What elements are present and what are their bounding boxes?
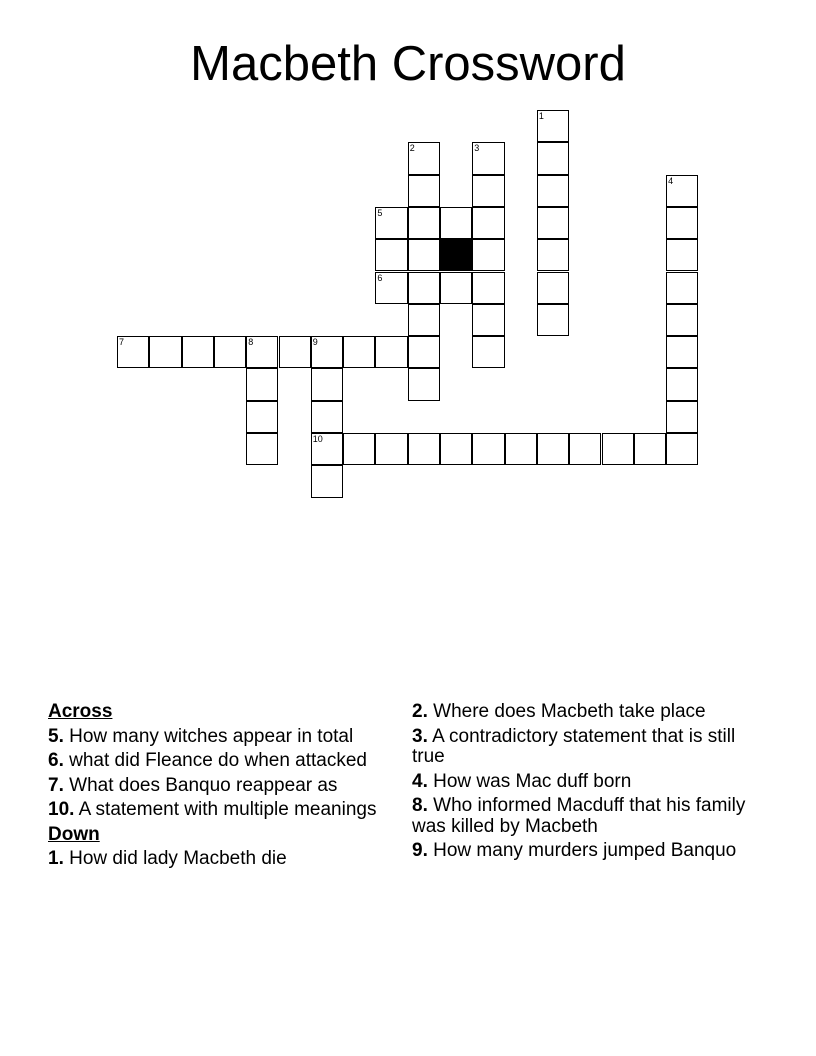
grid-cell[interactable] — [117, 336, 149, 368]
down-heading: Down — [48, 823, 100, 845]
grid-cell[interactable] — [408, 336, 440, 368]
clue-number: 4. — [412, 770, 428, 792]
clue-number-label: 6 — [377, 272, 383, 283]
grid-cell[interactable] — [537, 175, 569, 207]
grid-cell[interactable] — [666, 433, 698, 465]
clue-number: 6. — [48, 750, 64, 771]
grid-cell[interactable] — [375, 433, 407, 465]
clue-text: How did lady Macbeth die — [69, 848, 287, 869]
clue-down-8 — [412, 796, 752, 837]
clue-number: 8. — [412, 795, 428, 816]
page-title: Macbeth Crossword — [190, 37, 626, 91]
across-heading: Across — [48, 701, 113, 722]
clue-down-1 — [48, 849, 388, 870]
grid-cell[interactable] — [472, 336, 504, 368]
grid-cell[interactable] — [246, 368, 278, 400]
grid-cell[interactable] — [408, 304, 440, 336]
grid-cell[interactable] — [408, 142, 440, 174]
grid-cell[interactable] — [602, 433, 634, 465]
grid-cell[interactable] — [537, 110, 569, 142]
clue-number: 9. — [412, 840, 428, 861]
clue-text: what did Fleance do when attacked — [69, 750, 367, 771]
clue-number-label: 8 — [248, 337, 254, 348]
grid-cell[interactable] — [666, 401, 698, 433]
grid-cell[interactable] — [408, 368, 440, 400]
clue-number-label: 4 — [668, 175, 674, 186]
grid-cell[interactable] — [246, 433, 278, 465]
clue-text: How many witches appear in total — [69, 725, 354, 747]
clue-down-3 — [412, 727, 752, 768]
grid-cell[interactable] — [666, 368, 698, 400]
grid-cell[interactable] — [472, 304, 504, 336]
clue-text: What does Banquo reappear as — [69, 774, 338, 796]
clue-number-label: 9 — [312, 337, 318, 348]
clue-down-9 — [412, 841, 752, 862]
clue-number: 1. — [48, 848, 64, 869]
clue-number-label: 10 — [312, 434, 323, 444]
clue-text: Who informed Macduff that his family was killed by Macbeth — [412, 795, 746, 837]
grid-cell[interactable] — [472, 433, 504, 465]
grid-cell[interactable] — [408, 207, 440, 239]
grid-cell[interactable] — [408, 239, 440, 271]
grid-cell[interactable] — [343, 433, 375, 465]
clue-down-2 — [412, 702, 752, 723]
grid-cell[interactable] — [569, 433, 601, 465]
clue-number: 2. — [412, 701, 428, 722]
clue-text: How was Mac duff born — [433, 770, 632, 792]
grid-cell[interactable] — [537, 272, 569, 304]
grid-cell[interactable] — [634, 433, 666, 465]
grid-cell[interactable] — [505, 433, 537, 465]
clue-number-label: 7 — [119, 337, 125, 348]
clue-across-6 — [48, 751, 388, 772]
clue-number: 7. — [48, 774, 64, 796]
grid-cell[interactable] — [666, 272, 698, 304]
clue-across-10 — [48, 800, 388, 821]
clue-number-label: 1 — [538, 111, 544, 121]
grid-cell[interactable] — [182, 336, 214, 368]
grid-cell[interactable] — [311, 465, 343, 497]
grid-cell[interactable] — [537, 304, 569, 336]
clue-text: A statement with multiple meanings — [78, 799, 377, 820]
grid-cell[interactable] — [666, 336, 698, 368]
clue-number-label: 3 — [474, 143, 480, 154]
grid-cell[interactable] — [311, 368, 343, 400]
clue-number: 10. — [48, 799, 75, 820]
grid-cell[interactable] — [343, 336, 375, 368]
black-cell — [440, 239, 472, 271]
grid-cell[interactable] — [375, 207, 407, 239]
grid-cell[interactable] — [375, 272, 407, 304]
grid-cell[interactable] — [537, 239, 569, 271]
grid-cell[interactable] — [408, 272, 440, 304]
clues-right-column — [412, 702, 752, 866]
grid-cell[interactable] — [666, 304, 698, 336]
grid-cell[interactable] — [440, 272, 472, 304]
grid-cell[interactable] — [537, 142, 569, 174]
grid-cell[interactable] — [440, 433, 472, 465]
clue-across-5 — [48, 727, 388, 748]
grid-cell[interactable] — [149, 336, 181, 368]
grid-cell[interactable] — [311, 433, 343, 465]
grid-cell[interactable] — [472, 272, 504, 304]
grid-cell[interactable] — [472, 239, 504, 271]
grid-cell[interactable] — [311, 336, 343, 368]
grid-cell[interactable] — [440, 207, 472, 239]
clues-left-column — [48, 702, 388, 874]
grid-cell[interactable] — [214, 336, 246, 368]
clue-number: 5. — [48, 725, 64, 747]
clue-down-4 — [412, 772, 752, 793]
grid-cell[interactable] — [666, 207, 698, 239]
clue-number-label: 2 — [409, 143, 415, 154]
clue-text: Where does Macbeth take place — [433, 701, 706, 722]
grid-cell[interactable] — [311, 401, 343, 433]
grid-cell[interactable] — [246, 401, 278, 433]
grid-cell[interactable] — [472, 175, 504, 207]
clue-across-7 — [48, 776, 388, 797]
grid-cell[interactable] — [408, 175, 440, 207]
clue-number: 3. — [412, 725, 428, 747]
grid-cell[interactable] — [375, 336, 407, 368]
grid-cell[interactable] — [666, 175, 698, 207]
grid-cell[interactable] — [472, 207, 504, 239]
clue-number-label: 5 — [377, 207, 383, 218]
grid-cell[interactable] — [666, 239, 698, 271]
clue-text: How many murders jumped Banquo — [433, 840, 737, 861]
grid-cell[interactable] — [472, 142, 504, 174]
grid-cell[interactable] — [279, 336, 311, 368]
grid-cell[interactable] — [537, 433, 569, 465]
crossword-grid — [0, 0, 816, 520]
grid-cell[interactable] — [246, 336, 278, 368]
grid-cell[interactable] — [375, 239, 407, 271]
clue-text: A contradictory statement that is still true — [412, 725, 736, 767]
grid-cell[interactable] — [537, 207, 569, 239]
grid-cell[interactable] — [408, 433, 440, 465]
